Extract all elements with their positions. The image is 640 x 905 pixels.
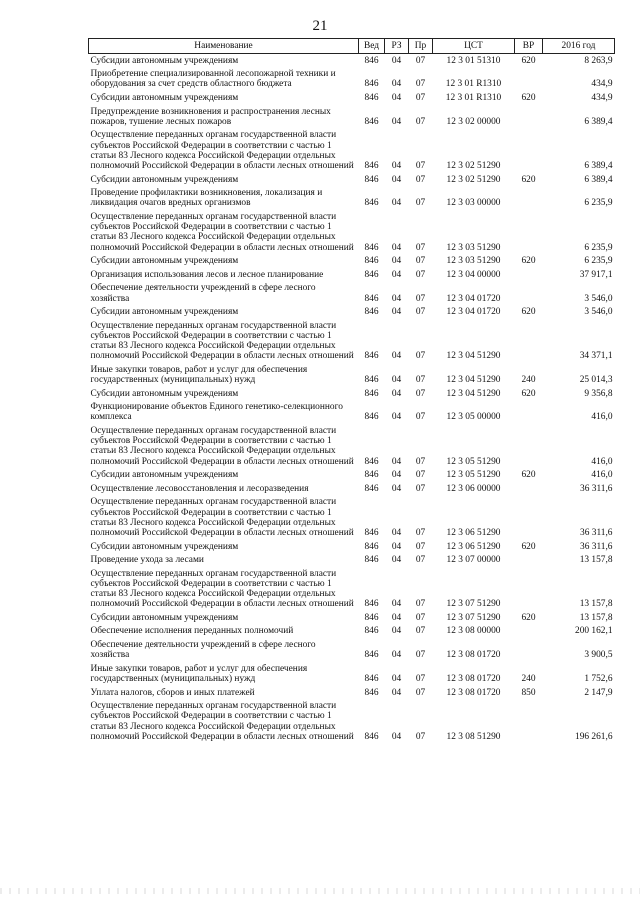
table-row bbox=[89, 625, 615, 639]
row-vr: 620 bbox=[521, 388, 536, 399]
row-pr: 07 bbox=[415, 242, 426, 253]
row-vr bbox=[515, 496, 543, 540]
table-row bbox=[89, 611, 615, 625]
row-ved: 846 bbox=[364, 541, 379, 552]
row-sum: 200 162,1 bbox=[575, 626, 613, 637]
row-cst: 12 3 08 01720 bbox=[446, 674, 501, 684]
row-cst: 12 3 07 51290 bbox=[446, 599, 501, 610]
row-cst: 12 3 06 51290 bbox=[446, 527, 501, 538]
row-rz: 04 bbox=[391, 731, 402, 742]
row-cst: 12 3 04 51290 bbox=[446, 375, 501, 386]
row-name: Субсидии автономным учреждениям bbox=[90, 541, 239, 552]
row-name: Уплата налогов, сборов и иных платежей bbox=[90, 687, 255, 698]
row-ved: 846 bbox=[364, 599, 379, 610]
table-row bbox=[89, 282, 615, 306]
header-vr: ВР bbox=[515, 39, 543, 54]
row-vr: 240 bbox=[521, 375, 536, 386]
row-ved: 846 bbox=[364, 555, 379, 566]
row-sum: 416,0 bbox=[591, 456, 613, 467]
table-row bbox=[89, 553, 615, 567]
row-pr: 07 bbox=[415, 612, 426, 623]
row-ved: 846 bbox=[364, 242, 379, 253]
table-row bbox=[89, 319, 615, 363]
row-rz: 04 bbox=[391, 674, 402, 684]
table-row bbox=[89, 468, 615, 482]
row-sum: 37 917,1 bbox=[579, 269, 613, 280]
table-header-row bbox=[89, 39, 615, 54]
row-rz: 04 bbox=[391, 626, 402, 637]
row-sum: 196 261,6 bbox=[575, 731, 613, 742]
row-vr: 620 bbox=[521, 93, 536, 104]
row-rz: 04 bbox=[391, 650, 402, 661]
row-pr: 07 bbox=[415, 375, 426, 386]
row-ved: 846 bbox=[364, 256, 379, 267]
row-name: Субсидии автономным учреждениям bbox=[90, 307, 239, 318]
header-year: 2016 год bbox=[543, 39, 615, 54]
row-ved: 846 bbox=[364, 174, 379, 185]
table-row bbox=[89, 186, 615, 210]
table-row bbox=[89, 129, 615, 173]
table-body bbox=[89, 54, 615, 744]
row-cst: 12 3 08 01720 bbox=[446, 650, 501, 661]
row-pr: 07 bbox=[415, 55, 426, 66]
row-rz: 04 bbox=[391, 527, 402, 538]
row-pr: 07 bbox=[415, 650, 426, 661]
row-name: Субсидии автономным учреждениям bbox=[90, 470, 239, 481]
table-row bbox=[89, 268, 615, 282]
row-name: Осуществление переданных органам государственной власти субъектов Российской Федерации в соответствии с частью 1 статьи 83 Лесного кодекса Российской Федерации отдельных полномочий Российской Федерации в области лесных отношений bbox=[90, 320, 354, 362]
row-cst: 12 3 08 51290 bbox=[446, 731, 501, 742]
row-sum: 34 371,1 bbox=[579, 351, 613, 362]
row-sum: 36 311,6 bbox=[580, 541, 613, 552]
row-sum: 3 546,0 bbox=[584, 293, 613, 304]
row-vr bbox=[515, 482, 543, 496]
row-cst: 12 3 06 00000 bbox=[446, 483, 501, 494]
row-pr: 07 bbox=[415, 307, 426, 318]
row-pr: 07 bbox=[415, 79, 426, 90]
row-sum: 1 752,6 bbox=[584, 674, 613, 684]
row-vr bbox=[515, 401, 543, 425]
row-vr bbox=[515, 638, 543, 662]
row-cst: 12 3 05 51290 bbox=[446, 456, 501, 467]
table-row bbox=[89, 91, 615, 105]
row-name: Субсидии автономным учреждениям bbox=[90, 55, 239, 66]
row-rz: 04 bbox=[391, 79, 402, 90]
row-rz: 04 bbox=[391, 456, 402, 467]
row-name: Иные закупки товаров, работ и услуг для обеспечения государственных (муниципальных) нужд bbox=[90, 364, 308, 386]
table-row bbox=[89, 686, 615, 700]
row-name: Функционирование объектов Единого генетико-селекционного комплекса bbox=[90, 402, 343, 423]
row-cst: 12 3 02 51290 bbox=[446, 174, 501, 185]
row-name: Субсидии автономным учреждениям bbox=[90, 174, 239, 185]
row-vr bbox=[515, 282, 543, 306]
row-cst: 12 3 05 51290 bbox=[446, 470, 501, 481]
row-vr bbox=[515, 699, 543, 743]
row-sum: 2 147,9 bbox=[584, 687, 613, 698]
row-ved: 846 bbox=[364, 55, 379, 66]
row-vr: 620 bbox=[521, 541, 536, 552]
row-sum: 36 311,6 bbox=[580, 527, 613, 538]
row-ved: 846 bbox=[364, 612, 379, 623]
table-row bbox=[89, 387, 615, 401]
row-name: Субсидии автономным учреждениям bbox=[90, 612, 239, 623]
row-name: Проведение профилактики возникновения, локализация и ликвидация очагов вредных организмов bbox=[90, 188, 323, 209]
page-number: 21 bbox=[312, 18, 328, 34]
row-name: Иные закупки товаров, работ и услуг для обеспечения государственных (муниципальных) нужд bbox=[90, 663, 308, 684]
row-rz: 04 bbox=[391, 687, 402, 698]
row-pr: 07 bbox=[415, 555, 426, 566]
row-cst: 12 3 04 00000 bbox=[446, 269, 501, 280]
row-name: Приобретение специализированной лесопожарной техники и оборудования за счет средств областного бюджета bbox=[90, 69, 336, 90]
row-name: Осуществление переданных органам государственной власти субъектов Российской Федерации в соответствии с частью 1 статьи 83 Лесного кодекса Российской Федерации отдельных полномочий Российской Федерации в области лесных отношений bbox=[90, 701, 354, 742]
row-sum: 434,9 bbox=[591, 93, 613, 104]
table-row bbox=[89, 424, 615, 468]
row-cst: 12 3 04 01720 bbox=[446, 293, 501, 304]
row-ved: 846 bbox=[364, 731, 379, 742]
row-sum: 6 235,9 bbox=[584, 256, 613, 267]
row-cst: 12 3 04 51290 bbox=[446, 388, 501, 399]
header-ved: Вед bbox=[359, 39, 385, 54]
row-rz: 04 bbox=[391, 269, 402, 280]
header-cst: ЦСТ bbox=[433, 39, 515, 54]
row-sum: 9 356,8 bbox=[584, 388, 613, 399]
row-cst: 12 3 08 01720 bbox=[446, 687, 501, 698]
row-cst: 12 3 04 51290 bbox=[446, 351, 501, 362]
row-name: Осуществление переданных органам государственной власти субъектов Российской Федерации в соответствии с частью 1 статьи 83 Лесного кодекса Российской Федерации отдельных полномочий Российской Федерации в области лесных отношений bbox=[90, 568, 354, 610]
table-row bbox=[89, 401, 615, 425]
header-rz: РЗ bbox=[385, 39, 409, 54]
budget-table bbox=[88, 38, 615, 744]
row-rz: 04 bbox=[391, 55, 402, 66]
row-vr bbox=[515, 186, 543, 210]
row-rz: 04 bbox=[391, 483, 402, 494]
row-sum: 13 157,8 bbox=[579, 599, 613, 610]
table-row bbox=[89, 567, 615, 611]
row-ved: 846 bbox=[364, 687, 379, 698]
row-pr: 07 bbox=[415, 541, 426, 552]
row-pr: 07 bbox=[415, 256, 426, 267]
row-name: Предупреждение возникновения и распространения лесных пожаров, тушение лесных пожаров bbox=[90, 106, 331, 127]
row-rz: 04 bbox=[391, 388, 402, 399]
row-pr: 07 bbox=[415, 269, 426, 280]
header-name: Наименование bbox=[89, 39, 359, 54]
row-ved: 846 bbox=[364, 116, 379, 127]
row-cst: 12 3 03 00000 bbox=[446, 198, 501, 209]
row-sum: 25 014,3 bbox=[579, 375, 613, 386]
row-sum: 13 157,8 bbox=[579, 555, 613, 566]
row-vr bbox=[515, 105, 543, 129]
table-row bbox=[89, 68, 615, 92]
row-vr bbox=[515, 68, 543, 92]
table-row bbox=[89, 305, 615, 319]
row-ved: 846 bbox=[364, 412, 379, 423]
row-name: Обеспечение деятельности учреждений в сфере лесного хозяйства bbox=[90, 640, 316, 661]
row-ved: 846 bbox=[364, 527, 379, 538]
row-rz: 04 bbox=[391, 293, 402, 304]
row-ved: 846 bbox=[364, 456, 379, 467]
row-ved: 846 bbox=[364, 93, 379, 104]
row-rz: 04 bbox=[391, 242, 402, 253]
row-ved: 846 bbox=[364, 650, 379, 661]
row-rz: 04 bbox=[391, 351, 402, 362]
row-rz: 04 bbox=[391, 116, 402, 127]
row-vr bbox=[515, 625, 543, 639]
row-vr bbox=[515, 210, 543, 254]
row-vr: 240 bbox=[521, 674, 536, 684]
row-sum: 6 389,4 bbox=[584, 174, 613, 185]
row-name: Субсидии автономным учреждениям bbox=[90, 388, 239, 399]
row-name: Проведение ухода за лесами bbox=[90, 555, 204, 566]
row-sum: 13 157,8 bbox=[579, 612, 613, 623]
row-ved: 846 bbox=[364, 79, 379, 90]
row-rz: 04 bbox=[391, 470, 402, 481]
row-name: Осуществление переданных органам государственной власти субъектов Российской Федерации в соответствии с частью 1 статьи 83 Лесного кодекса Российской Федерации отдельных полномочий Российской Федерации в области лесных отношений bbox=[90, 130, 354, 172]
row-ved: 846 bbox=[364, 470, 379, 481]
row-vr: 620 bbox=[521, 256, 536, 267]
row-name: Осуществление переданных органам государственной власти субъектов Российской Федерации в соответствии с частью 1 статьи 83 Лесного кодекса Российской Федерации отдельных полномочий Российской Федерации в области лесных отношений bbox=[90, 211, 354, 253]
row-pr: 07 bbox=[415, 456, 426, 467]
table-row bbox=[89, 699, 615, 743]
row-vr bbox=[515, 424, 543, 468]
row-vr bbox=[515, 553, 543, 567]
row-cst: 12 3 05 00000 bbox=[446, 412, 501, 423]
row-ved: 846 bbox=[364, 161, 379, 172]
row-ved: 846 bbox=[364, 269, 379, 280]
row-ved: 846 bbox=[364, 293, 379, 304]
row-sum: 3 900,5 bbox=[584, 650, 613, 661]
row-pr: 07 bbox=[415, 116, 426, 127]
row-pr: 07 bbox=[415, 293, 426, 304]
row-vr bbox=[515, 567, 543, 611]
row-sum: 6 389,4 bbox=[584, 161, 613, 172]
row-vr: 620 bbox=[521, 174, 536, 185]
table-row bbox=[89, 210, 615, 254]
row-cst: 12 3 03 51290 bbox=[446, 242, 501, 253]
row-pr: 07 bbox=[415, 412, 426, 423]
table-row bbox=[89, 662, 615, 686]
row-rz: 04 bbox=[391, 599, 402, 610]
row-pr: 07 bbox=[415, 388, 426, 399]
row-rz: 04 bbox=[391, 93, 402, 104]
row-ved: 846 bbox=[364, 483, 379, 494]
row-cst: 12 3 08 00000 bbox=[446, 626, 501, 637]
table-row bbox=[89, 105, 615, 129]
row-sum: 3 546,0 bbox=[584, 307, 613, 318]
table-row bbox=[89, 638, 615, 662]
row-sum: 6 235,9 bbox=[584, 198, 613, 209]
row-name: Организация использования лесов и лесное планирование bbox=[90, 269, 324, 280]
row-rz: 04 bbox=[391, 161, 402, 172]
row-ved: 846 bbox=[364, 351, 379, 362]
row-ved: 846 bbox=[364, 198, 379, 209]
row-ved: 846 bbox=[364, 674, 379, 684]
row-ved: 846 bbox=[364, 375, 379, 386]
row-name: Субсидии автономным учреждениям bbox=[90, 256, 239, 267]
table-row bbox=[89, 54, 615, 68]
row-cst: 12 3 07 51290 bbox=[446, 612, 501, 623]
row-sum: 6 235,9 bbox=[584, 242, 613, 253]
row-rz: 04 bbox=[391, 612, 402, 623]
row-name: Обеспечение деятельности учреждений в сфере лесного хозяйства bbox=[90, 283, 316, 304]
row-sum: 416,0 bbox=[591, 412, 613, 423]
row-cst: 12 3 07 00000 bbox=[446, 555, 501, 566]
row-cst: 12 3 01 51310 bbox=[446, 55, 501, 66]
row-name: Субсидии автономным учреждениям bbox=[90, 93, 239, 104]
row-vr: 850 bbox=[521, 687, 536, 698]
row-rz: 04 bbox=[391, 174, 402, 185]
row-cst: 12 3 06 51290 bbox=[446, 541, 501, 552]
row-cst: 12 3 02 51290 bbox=[446, 161, 501, 172]
row-pr: 07 bbox=[415, 626, 426, 637]
row-vr: 620 bbox=[521, 470, 536, 481]
row-pr: 07 bbox=[415, 161, 426, 172]
table-row bbox=[89, 540, 615, 554]
row-rz: 04 bbox=[391, 541, 402, 552]
row-rz: 04 bbox=[391, 555, 402, 566]
row-rz: 04 bbox=[391, 256, 402, 267]
table-row bbox=[89, 173, 615, 187]
row-pr: 07 bbox=[415, 527, 426, 538]
table-row bbox=[89, 363, 615, 387]
row-pr: 07 bbox=[415, 93, 426, 104]
header-pr: Пр bbox=[409, 39, 433, 54]
row-pr: 07 bbox=[415, 731, 426, 742]
row-name: Осуществление переданных органам государственной власти субъектов Российской Федерации в соответствии с частью 1 статьи 83 Лесного кодекса Российской Федерации отдельных полномочий Российской Федерации в области лесных отношений bbox=[90, 497, 354, 538]
row-rz: 04 bbox=[391, 412, 402, 423]
row-vr: 620 bbox=[521, 612, 536, 623]
row-pr: 07 bbox=[415, 174, 426, 185]
row-name: Обеспечение исполнения переданных полномочий bbox=[90, 626, 294, 637]
row-ved: 846 bbox=[364, 388, 379, 399]
row-pr: 07 bbox=[415, 470, 426, 481]
row-pr: 07 bbox=[415, 483, 426, 494]
row-vr: 620 bbox=[521, 307, 536, 318]
row-pr: 07 bbox=[415, 198, 426, 209]
row-pr: 07 bbox=[415, 687, 426, 698]
row-cst: 12 3 02 00000 bbox=[446, 116, 501, 127]
row-name: Осуществление лесовосстановления и лесоразведения bbox=[90, 483, 309, 494]
row-sum: 416,0 bbox=[591, 470, 613, 481]
row-ved: 846 bbox=[364, 626, 379, 637]
scan-edge-noise bbox=[0, 888, 640, 894]
row-sum: 36 311,6 bbox=[580, 483, 613, 494]
row-rz: 04 bbox=[391, 375, 402, 386]
row-sum: 8 263,9 bbox=[584, 55, 613, 66]
row-rz: 04 bbox=[391, 307, 402, 318]
row-vr bbox=[515, 129, 543, 173]
row-rz: 04 bbox=[391, 198, 402, 209]
table-row bbox=[89, 254, 615, 268]
table-row bbox=[89, 482, 615, 496]
row-cst: 12 3 01 R1310 bbox=[445, 93, 502, 104]
table-row bbox=[89, 496, 615, 540]
row-sum: 6 389,4 bbox=[584, 116, 613, 127]
row-name: Осуществление переданных органам государственной власти субъектов Российской Федерации в соответствии с частью 1 статьи 83 Лесного кодекса Российской Федерации отдельных полномочий Российской Федерации в области лесных отношений bbox=[90, 425, 354, 467]
row-pr: 07 bbox=[415, 351, 426, 362]
row-vr bbox=[515, 268, 543, 282]
row-pr: 07 bbox=[415, 599, 426, 610]
row-cst: 12 3 04 01720 bbox=[446, 307, 501, 318]
row-vr bbox=[515, 319, 543, 363]
row-sum: 434,9 bbox=[591, 79, 613, 90]
row-ved: 846 bbox=[364, 307, 379, 318]
row-vr: 620 bbox=[521, 55, 536, 66]
row-cst: 12 3 03 51290 bbox=[446, 256, 501, 267]
row-pr: 07 bbox=[415, 674, 426, 684]
row-cst: 12 3 01 R1310 bbox=[445, 79, 502, 90]
